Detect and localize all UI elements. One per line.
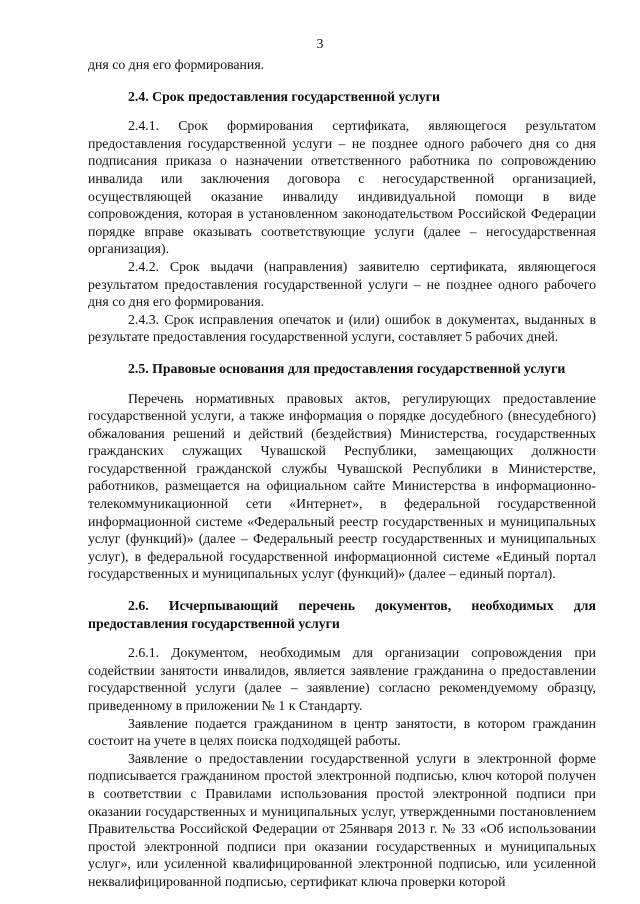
section-spacer bbox=[88, 346, 596, 360]
section-spacer bbox=[88, 74, 596, 88]
paragraph: 2.6.1. Документом, необходимым для организации сопровождения при содействии занятости инвалидов, является заявление гражданина о предоставлении государственной услуги (далее – заявление) согласно рекомендуемому образцу, приведенному в приложении № 1 к Стандарту. bbox=[88, 645, 596, 713]
paragraph: 2.4.1. Срок формирования сертификата, являющегося результатом предоставления государственной услуги – не позднее одного рабочего дня со дня подписания приказа о назначении ответственного работника по сопровождению инвалида или заключения договора с негосударственной организацией, осуществляющей оказание инвалиду индивидуальной помощи в виде сопровождения, которая в установленном законодательством Российской Федерации порядке вправе оказывать соответствующие услуги (далее – негосударственная организация). bbox=[88, 118, 596, 257]
paragraph: Перечень нормативных правовых актов, регулирующих предоставление государственной услуги, а также информация о порядке досудебного (внесудебного) обжалования решений и действий (бездействия) Министерства, государственных гражданских служащих Чувашской Республики, замещающих должности государственной гражданской службы Чувашской Республики в Министерстве, работников, размещается на официальном сайте Министерства в информационно-телекоммуникационной сети «Интернет», в федеральной государственной информационной системе «Федеральный реестр государственных и муниципальных услуг (функций)» (далее – Федеральный реестр государственных и муниципальных услуг), в федеральной государственной информационной системе «Единый портал государственных и муниципальных услуг (функций)» (далее – единый портал). bbox=[88, 390, 596, 582]
paragraph: 2.4.3. Срок исправления опечаток и (или) ошибок в документах, выданных в результате предоставления государственной услуги, составляет 5 рабочих дней. bbox=[88, 311, 596, 345]
paragraph: Заявление подается гражданином в центр занятости, в котором гражданин состоит на учете в целях поиска подходящей работы. bbox=[88, 715, 596, 749]
section-spacer bbox=[88, 583, 596, 597]
paragraph: 2.4.2. Срок выдачи (направления) заявителю сертификата, являющегося результатом предоставления государственной услуги – не позднее одного рабочего дня со дня его формирования. bbox=[88, 258, 596, 310]
paragraph: дня со дня его формирования. bbox=[88, 57, 265, 72]
paragraph: Заявление о предоставлении государственной услуги в электронной форме подписывается гражданином простой электронной подписью, ключ которой получен в соответствии с Правилами использования простой электронной подписи при оказании государственных и муниципальных услуг, утвержденными постановлением Правительства Российской Федерации от 25января 2013 г. № 33 «Об использовании простой электронной подписи при оказании государственных и муниципальных услуг», или усиленной квалифицированной электронной подписью, или усиленной неквалифицированной подписью, сертификат ключа проверки которой bbox=[88, 750, 596, 889]
section-spacer bbox=[88, 632, 596, 644]
section-heading: 2.5. Правовые основания для предоставления государственной услуги bbox=[128, 360, 566, 376]
section-spacer bbox=[88, 378, 596, 390]
section-heading: 2.6. Исчерпывающий перечень документов, необходимых для предоставления государственной услуги bbox=[88, 598, 596, 631]
section-spacer bbox=[88, 105, 596, 117]
page-number: 3 bbox=[316, 36, 324, 51]
document-body bbox=[88, 56, 596, 891]
section-heading: 2.4. Срок предоставления государственной услуги bbox=[128, 88, 440, 104]
